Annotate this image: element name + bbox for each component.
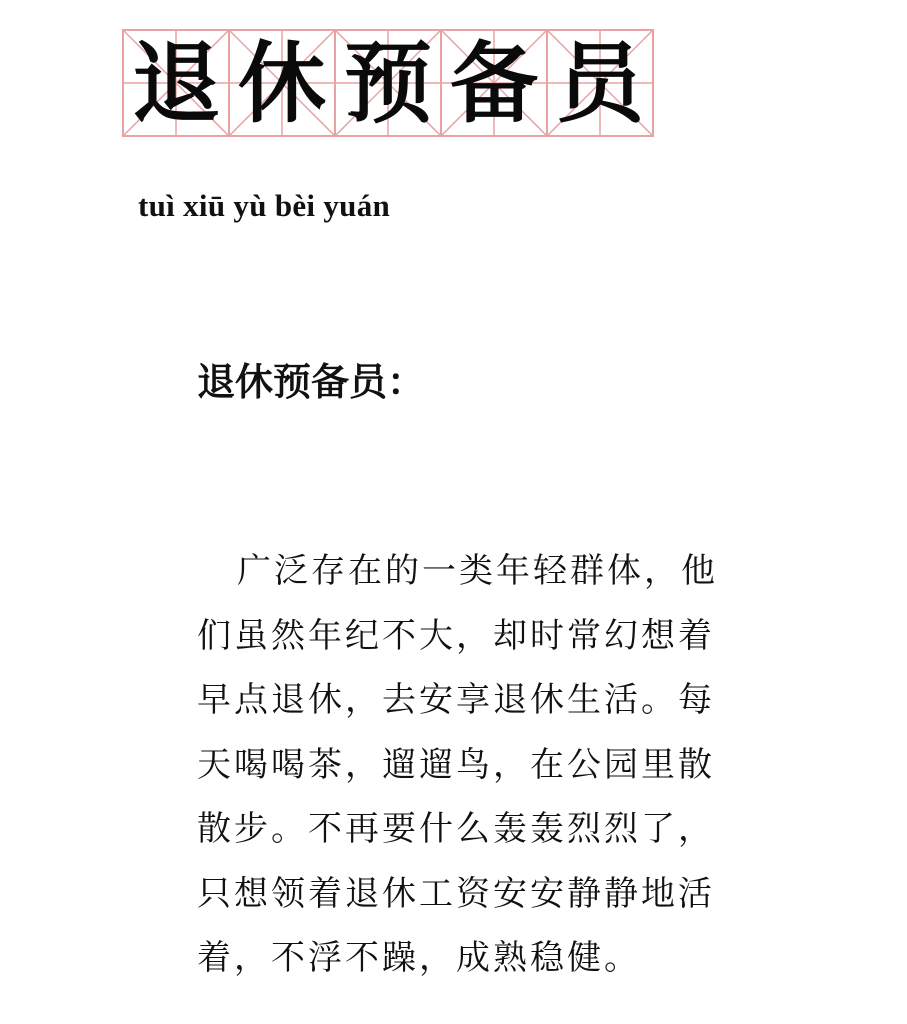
title-char-cell bbox=[548, 31, 652, 135]
title-char-cell bbox=[230, 31, 336, 135]
title-char: 休 bbox=[237, 31, 326, 135]
definition-paragraph bbox=[197, 539, 737, 991]
title-char-cell bbox=[442, 31, 548, 135]
definition-line: 广泛存在的一类年轻群体，他 bbox=[237, 551, 718, 591]
title-char: 预 bbox=[343, 31, 432, 135]
definition-line: 散步。不再要什么轰轰烈烈了， bbox=[197, 809, 715, 849]
definition-line: 早点退休，去安享退休生活。每 bbox=[197, 680, 715, 720]
definition-line: 天喝喝茶，遛遛鸟，在公园里散 bbox=[197, 744, 715, 785]
definition-line: 只想领着退休工资安安静静地活 bbox=[197, 873, 715, 914]
title-character-grid bbox=[122, 29, 654, 137]
title-char: 员 bbox=[555, 31, 644, 135]
title-char: 备 bbox=[449, 31, 538, 135]
title-char-cell bbox=[336, 31, 442, 135]
pinyin-reading: tuì xiū yù bèi yuán bbox=[138, 188, 391, 223]
title-char: 退 bbox=[131, 31, 220, 135]
definition-line: 着，不浮不躁，成熟稳健。 bbox=[197, 938, 641, 978]
definition-line: 们虽然年纪不大，却时常幻想着 bbox=[197, 615, 715, 656]
title-char-cell bbox=[124, 31, 230, 135]
term-heading: 退休预备员： bbox=[197, 360, 426, 404]
